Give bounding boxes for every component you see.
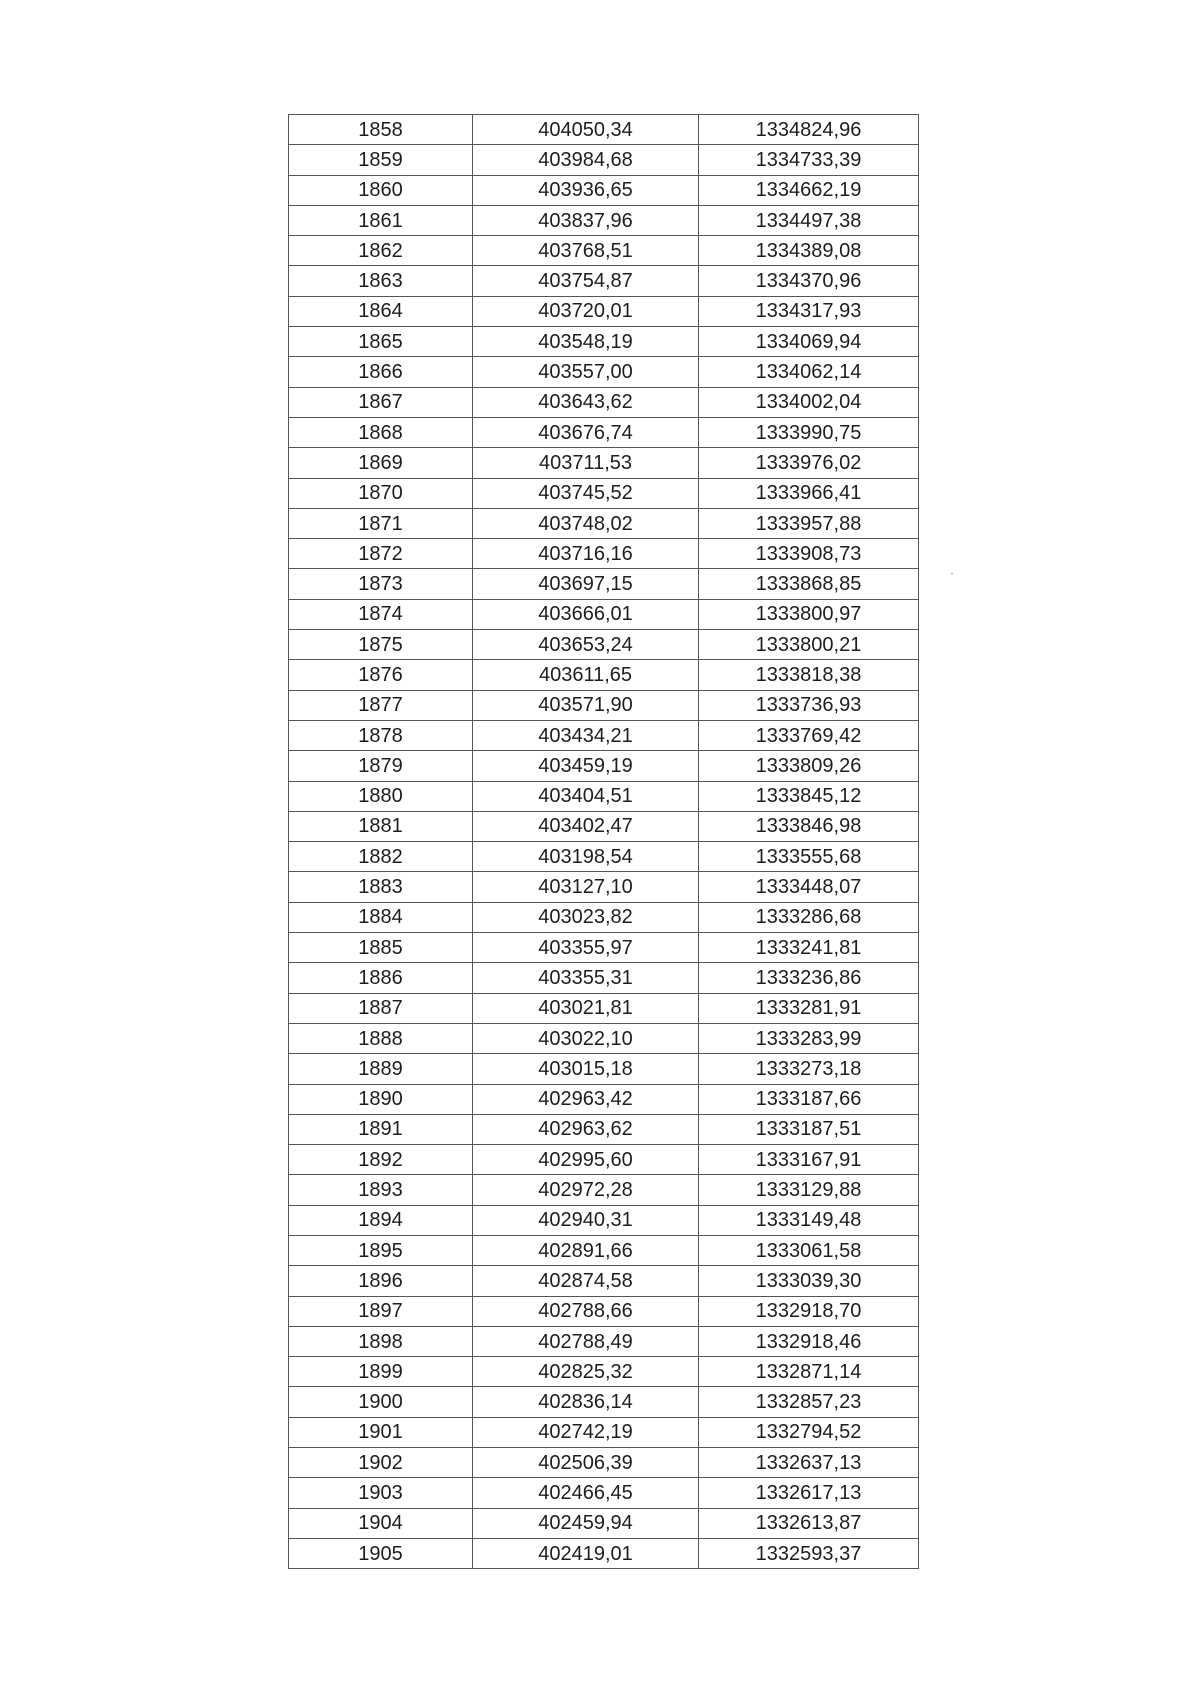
y-coordinate-cell: 1332637,13 — [699, 1448, 919, 1478]
point-number-cell: 1878 — [289, 720, 473, 750]
y-coordinate-cell: 1333800,21 — [699, 630, 919, 660]
table-row — [289, 872, 919, 902]
x-coordinate-cell: 403984,68 — [473, 145, 699, 175]
point-number-cell: 1879 — [289, 751, 473, 781]
table-row — [289, 145, 919, 175]
x-coordinate-cell: 403571,90 — [473, 690, 699, 720]
point-number-cell: 1900 — [289, 1387, 473, 1417]
x-coordinate-cell: 402995,60 — [473, 1145, 699, 1175]
x-coordinate-cell: 403459,19 — [473, 751, 699, 781]
x-coordinate-cell: 402788,66 — [473, 1296, 699, 1326]
x-coordinate-cell: 402742,19 — [473, 1417, 699, 1447]
y-coordinate-cell: 1333187,66 — [699, 1084, 919, 1114]
y-coordinate-cell: 1334317,93 — [699, 296, 919, 326]
y-coordinate-cell: 1333976,02 — [699, 448, 919, 478]
x-coordinate-cell: 403653,24 — [473, 630, 699, 660]
y-coordinate-cell: 1333273,18 — [699, 1054, 919, 1084]
point-number-cell: 1862 — [289, 236, 473, 266]
point-number-cell: 1868 — [289, 417, 473, 447]
point-number-cell: 1891 — [289, 1114, 473, 1144]
table-row — [289, 508, 919, 538]
point-number-cell: 1861 — [289, 205, 473, 235]
x-coordinate-cell: 402963,62 — [473, 1114, 699, 1144]
x-coordinate-cell: 402963,42 — [473, 1084, 699, 1114]
point-number-cell: 1860 — [289, 175, 473, 205]
table-row — [289, 115, 919, 145]
y-coordinate-cell: 1333061,58 — [699, 1235, 919, 1265]
table-row — [289, 1145, 919, 1175]
table-row — [289, 296, 919, 326]
table-row — [289, 569, 919, 599]
point-number-cell: 1884 — [289, 902, 473, 932]
x-coordinate-cell: 402788,49 — [473, 1326, 699, 1356]
table-row — [289, 266, 919, 296]
x-coordinate-cell: 403768,51 — [473, 236, 699, 266]
x-coordinate-cell: 403666,01 — [473, 599, 699, 629]
point-number-cell: 1894 — [289, 1205, 473, 1235]
x-coordinate-cell: 402836,14 — [473, 1387, 699, 1417]
x-coordinate-cell: 402459,94 — [473, 1508, 699, 1538]
point-number-cell: 1887 — [289, 993, 473, 1023]
y-coordinate-cell: 1333809,26 — [699, 751, 919, 781]
y-coordinate-cell: 1333241,81 — [699, 933, 919, 963]
y-coordinate-cell: 1332617,13 — [699, 1478, 919, 1508]
y-coordinate-cell: 1333908,73 — [699, 539, 919, 569]
table-row — [289, 1175, 919, 1205]
table-row — [289, 1084, 919, 1114]
y-coordinate-cell: 1333845,12 — [699, 781, 919, 811]
y-coordinate-cell: 1332918,70 — [699, 1296, 919, 1326]
table-row — [289, 660, 919, 690]
y-coordinate-cell: 1332613,87 — [699, 1508, 919, 1538]
x-coordinate-cell: 403355,97 — [473, 933, 699, 963]
table-row — [289, 1114, 919, 1144]
table-row — [289, 933, 919, 963]
y-coordinate-cell: 1333283,99 — [699, 1023, 919, 1053]
table-row — [289, 327, 919, 357]
x-coordinate-cell: 403023,82 — [473, 902, 699, 932]
table-row — [289, 1508, 919, 1538]
table-row — [289, 387, 919, 417]
x-coordinate-cell: 403720,01 — [473, 296, 699, 326]
point-number-cell: 1888 — [289, 1023, 473, 1053]
point-number-cell: 1886 — [289, 963, 473, 993]
x-coordinate-cell: 403198,54 — [473, 842, 699, 872]
point-number-cell: 1858 — [289, 115, 473, 145]
x-coordinate-cell: 403745,52 — [473, 478, 699, 508]
x-coordinate-cell: 403402,47 — [473, 811, 699, 841]
x-coordinate-cell: 403748,02 — [473, 508, 699, 538]
x-coordinate-cell: 403404,51 — [473, 781, 699, 811]
y-coordinate-cell: 1332871,14 — [699, 1357, 919, 1387]
point-number-cell: 1876 — [289, 660, 473, 690]
y-coordinate-cell: 1333846,98 — [699, 811, 919, 841]
point-number-cell: 1890 — [289, 1084, 473, 1114]
table-row — [289, 175, 919, 205]
x-coordinate-cell: 402506,39 — [473, 1448, 699, 1478]
y-coordinate-cell: 1333818,38 — [699, 660, 919, 690]
table-row — [289, 781, 919, 811]
table-row — [289, 993, 919, 1023]
table-row — [289, 751, 919, 781]
table-row — [289, 720, 919, 750]
table-row — [289, 1448, 919, 1478]
y-coordinate-cell: 1333236,86 — [699, 963, 919, 993]
point-number-cell: 1866 — [289, 357, 473, 387]
table-row — [289, 1387, 919, 1417]
x-coordinate-cell: 403557,00 — [473, 357, 699, 387]
x-coordinate-cell: 402419,01 — [473, 1538, 699, 1568]
table-row — [289, 448, 919, 478]
x-coordinate-cell: 403936,65 — [473, 175, 699, 205]
x-coordinate-cell: 403355,31 — [473, 963, 699, 993]
point-number-cell: 1859 — [289, 145, 473, 175]
y-coordinate-cell: 1333800,97 — [699, 599, 919, 629]
point-number-cell: 1870 — [289, 478, 473, 508]
table-row — [289, 1538, 919, 1568]
y-coordinate-cell: 1334370,96 — [699, 266, 919, 296]
scan-speck — [951, 573, 953, 574]
table-row — [289, 599, 919, 629]
point-number-cell: 1874 — [289, 599, 473, 629]
table-row — [289, 1054, 919, 1084]
x-coordinate-cell: 402825,32 — [473, 1357, 699, 1387]
y-coordinate-cell: 1333736,93 — [699, 690, 919, 720]
y-coordinate-cell: 1333555,68 — [699, 842, 919, 872]
x-coordinate-cell: 403434,21 — [473, 720, 699, 750]
point-number-cell: 1877 — [289, 690, 473, 720]
x-coordinate-cell: 403548,19 — [473, 327, 699, 357]
table-row — [289, 1023, 919, 1053]
x-coordinate-cell: 403643,62 — [473, 387, 699, 417]
point-number-cell: 1904 — [289, 1508, 473, 1538]
point-number-cell: 1865 — [289, 327, 473, 357]
table-row — [289, 539, 919, 569]
y-coordinate-cell: 1333129,88 — [699, 1175, 919, 1205]
point-number-cell: 1871 — [289, 508, 473, 538]
table-row — [289, 236, 919, 266]
point-number-cell: 1880 — [289, 781, 473, 811]
x-coordinate-cell: 404050,34 — [473, 115, 699, 145]
table-row — [289, 902, 919, 932]
table-row — [289, 1296, 919, 1326]
x-coordinate-cell: 403711,53 — [473, 448, 699, 478]
table-row — [289, 842, 919, 872]
y-coordinate-cell: 1333448,07 — [699, 872, 919, 902]
table-row — [289, 1357, 919, 1387]
coordinates-table — [288, 114, 919, 1569]
x-coordinate-cell: 402466,45 — [473, 1478, 699, 1508]
table-row — [289, 630, 919, 660]
point-number-cell: 1903 — [289, 1478, 473, 1508]
point-number-cell: 1899 — [289, 1357, 473, 1387]
point-number-cell: 1864 — [289, 296, 473, 326]
y-coordinate-cell: 1334824,96 — [699, 115, 919, 145]
table-row — [289, 811, 919, 841]
y-coordinate-cell: 1334002,04 — [699, 387, 919, 417]
table-row — [289, 357, 919, 387]
table-row — [289, 1326, 919, 1356]
y-coordinate-cell: 1334497,38 — [699, 205, 919, 235]
x-coordinate-cell: 403127,10 — [473, 872, 699, 902]
point-number-cell: 1889 — [289, 1054, 473, 1084]
y-coordinate-cell: 1332794,52 — [699, 1417, 919, 1447]
y-coordinate-cell: 1333187,51 — [699, 1114, 919, 1144]
x-coordinate-cell: 402940,31 — [473, 1205, 699, 1235]
point-number-cell: 1902 — [289, 1448, 473, 1478]
point-number-cell: 1883 — [289, 872, 473, 902]
x-coordinate-cell: 403676,74 — [473, 417, 699, 447]
point-number-cell: 1896 — [289, 1266, 473, 1296]
y-coordinate-cell: 1334062,14 — [699, 357, 919, 387]
y-coordinate-cell: 1334389,08 — [699, 236, 919, 266]
y-coordinate-cell: 1334069,94 — [699, 327, 919, 357]
y-coordinate-cell: 1333281,91 — [699, 993, 919, 1023]
point-number-cell: 1867 — [289, 387, 473, 417]
y-coordinate-cell: 1332593,37 — [699, 1538, 919, 1568]
y-coordinate-cell: 1333167,91 — [699, 1145, 919, 1175]
table-row — [289, 205, 919, 235]
x-coordinate-cell: 402874,58 — [473, 1266, 699, 1296]
y-coordinate-cell: 1332918,46 — [699, 1326, 919, 1356]
table-row — [289, 1266, 919, 1296]
table-row — [289, 690, 919, 720]
y-coordinate-cell: 1333966,41 — [699, 478, 919, 508]
point-number-cell: 1893 — [289, 1175, 473, 1205]
y-coordinate-cell: 1332857,23 — [699, 1387, 919, 1417]
table-row — [289, 1235, 919, 1265]
point-number-cell: 1863 — [289, 266, 473, 296]
y-coordinate-cell: 1333957,88 — [699, 508, 919, 538]
point-number-cell: 1873 — [289, 569, 473, 599]
x-coordinate-cell: 403837,96 — [473, 205, 699, 235]
point-number-cell: 1872 — [289, 539, 473, 569]
point-number-cell: 1901 — [289, 1417, 473, 1447]
x-coordinate-cell: 402972,28 — [473, 1175, 699, 1205]
x-coordinate-cell: 402891,66 — [473, 1235, 699, 1265]
table-row — [289, 1478, 919, 1508]
y-coordinate-cell: 1333868,85 — [699, 569, 919, 599]
table-row — [289, 1417, 919, 1447]
point-number-cell: 1881 — [289, 811, 473, 841]
y-coordinate-cell: 1333769,42 — [699, 720, 919, 750]
table-row — [289, 478, 919, 508]
point-number-cell: 1875 — [289, 630, 473, 660]
point-number-cell: 1905 — [289, 1538, 473, 1568]
point-number-cell: 1869 — [289, 448, 473, 478]
x-coordinate-cell: 403021,81 — [473, 993, 699, 1023]
x-coordinate-cell: 403754,87 — [473, 266, 699, 296]
x-coordinate-cell: 403697,15 — [473, 569, 699, 599]
point-number-cell: 1885 — [289, 933, 473, 963]
point-number-cell: 1892 — [289, 1145, 473, 1175]
table-row — [289, 417, 919, 447]
point-number-cell: 1882 — [289, 842, 473, 872]
point-number-cell: 1898 — [289, 1326, 473, 1356]
y-coordinate-cell: 1334662,19 — [699, 175, 919, 205]
coordinates-table-body — [289, 115, 919, 1569]
table-row — [289, 963, 919, 993]
point-number-cell: 1897 — [289, 1296, 473, 1326]
x-coordinate-cell: 403611,65 — [473, 660, 699, 690]
x-coordinate-cell: 403716,16 — [473, 539, 699, 569]
x-coordinate-cell: 403022,10 — [473, 1023, 699, 1053]
y-coordinate-cell: 1333039,30 — [699, 1266, 919, 1296]
y-coordinate-cell: 1334733,39 — [699, 145, 919, 175]
y-coordinate-cell: 1333990,75 — [699, 417, 919, 447]
point-number-cell: 1895 — [289, 1235, 473, 1265]
x-coordinate-cell: 403015,18 — [473, 1054, 699, 1084]
table-row — [289, 1205, 919, 1235]
y-coordinate-cell: 1333149,48 — [699, 1205, 919, 1235]
y-coordinate-cell: 1333286,68 — [699, 902, 919, 932]
